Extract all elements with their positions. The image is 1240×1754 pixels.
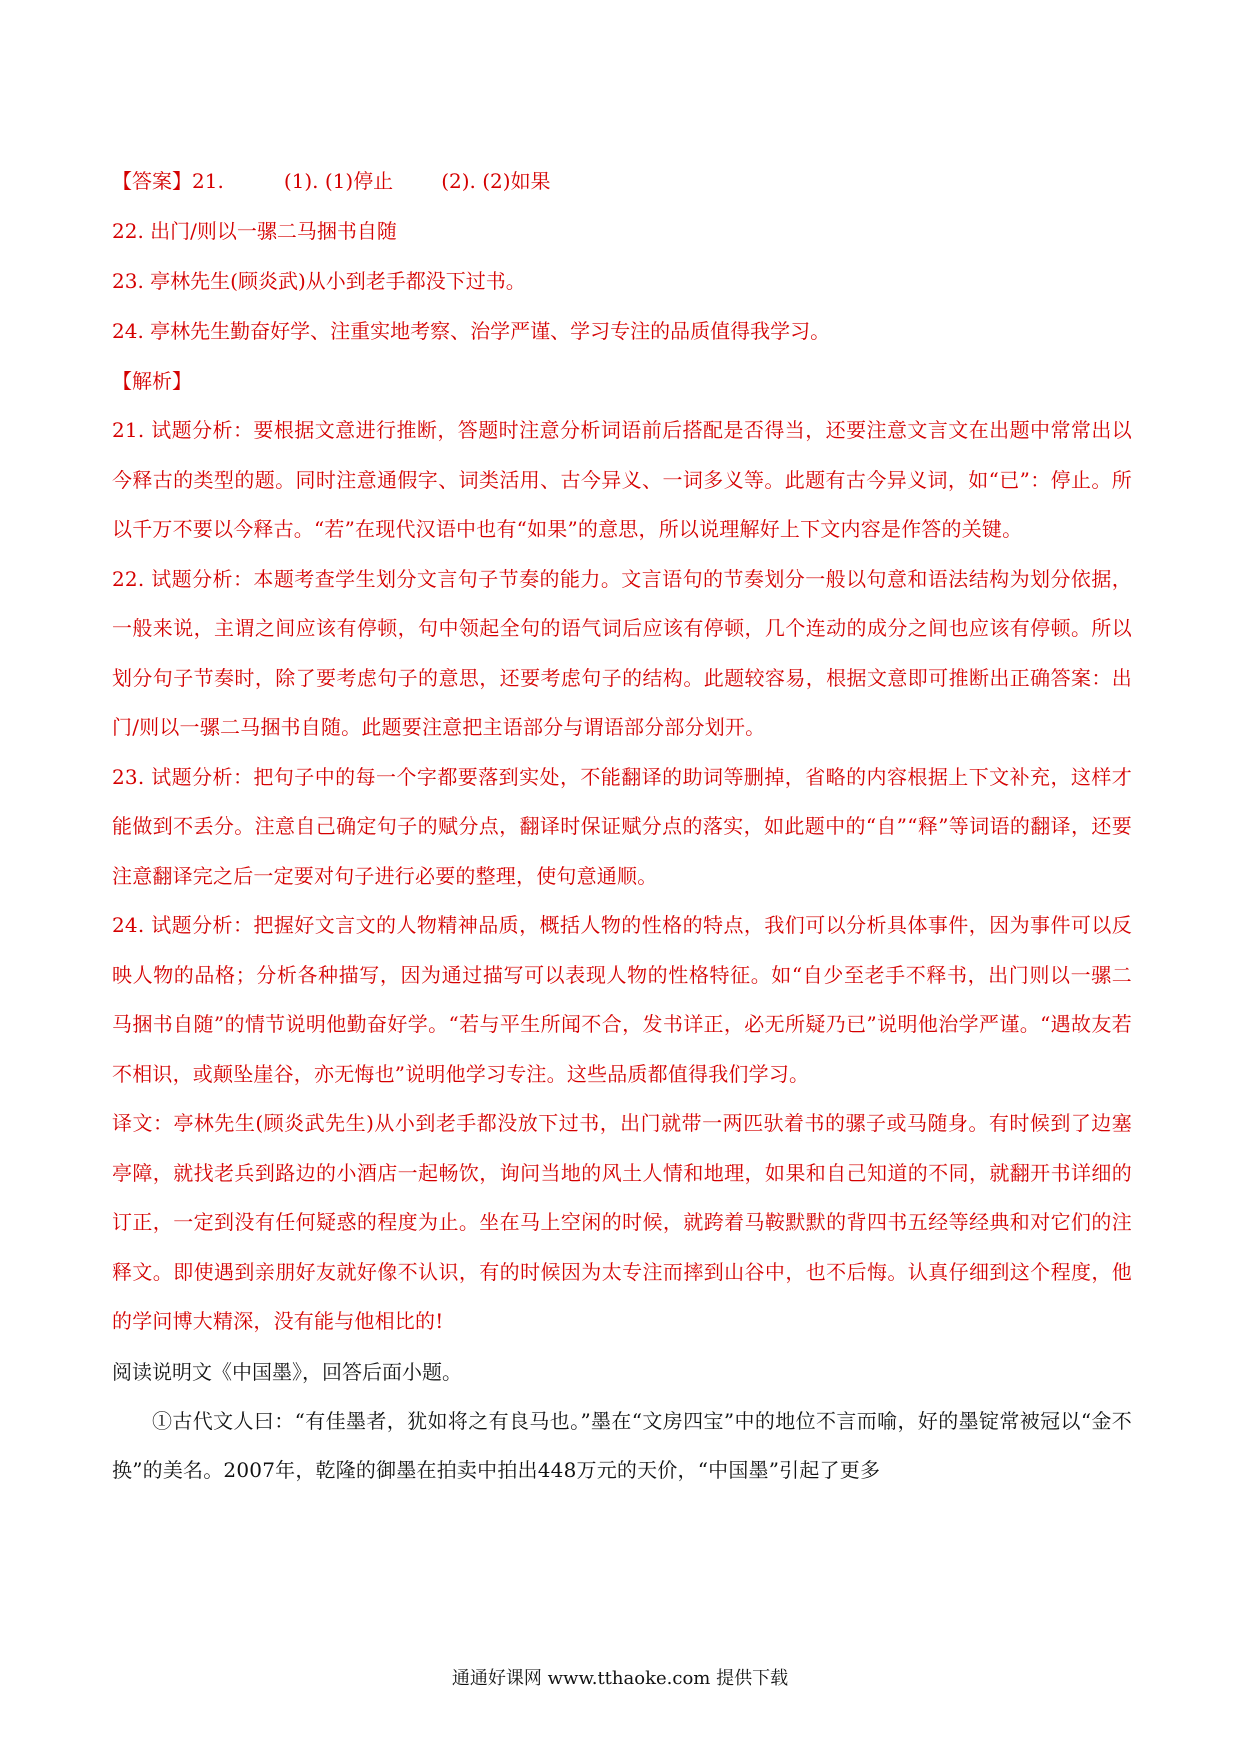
analysis-paragraph-23: 23. 试题分析：把句子中的每一个字都要落到实处，不能翻译的助词等删掉，省略的内容根据上下文补充，这样才能做到不丢分。注意自己确定句子的赋分点，翻译时保证赋分点的落实，如此题中的“自”“释”等词语的翻译，还要注意翻译完之后一定要对句子进行必要的整理，使句意通顺。	[112, 764, 1132, 888]
answer-line-24: 24. 亭林先生勤奋好学、注重实地考察、治学严谨、学习专注的品质值得我学习。	[112, 319, 831, 343]
answer-line-21	[112, 156, 1132, 206]
page-footer: 通通好课网 www.tthaoke.com 提供下载	[451, 1668, 789, 1689]
answer-label: 【答案】	[112, 169, 192, 193]
reading-paragraph-1: ①古代文人曰：“有佳墨者，犹如将之有良马也。”墨在“文房四宝”中的地位不言而喻，好的墨锭常被冠以“金不换”的美名。2007年，乾隆的御墨在拍卖中拍出448万元的天价，“中国墨”引起了更多	[112, 1408, 1132, 1482]
answer-line-23: 23. 亭林先生(顾炎武)从小到老手都没下过书。	[112, 269, 526, 293]
answer-21-part-2: (2). (2)如果	[441, 169, 551, 193]
reading-prompt: 阅读说明文《中国墨》，回答后面小题。	[112, 1359, 462, 1384]
answer-21-number: 21.	[192, 169, 224, 193]
analysis-paragraph-21: 21. 试题分析：要根据文意进行推断，答题时注意分析词语前后搭配是否得当，还要注意文言文在出题中常常出以今释古的类型的题。同时注意通假字、词类活用、古今异义、一词多义等。此题有古今异义词，如“已”：停止。所以千万不要以今释古。“若”在现代汉语中也有“如果”的意思，所以说理解好上下文内容是作答的关键。	[112, 418, 1132, 541]
translation-paragraph: 译文：亭林先生(顾炎武先生)从小到老手都没放下过书，出门就带一两匹驮着书的骡子或马随身。有时候到了边塞亭障，就找老兵到路边的小酒店一起畅饮，询问当地的风土人情和地理，如果和自己知道的不同，就翻开书详细的订正，一定到没有任何疑惑的程度为止。坐在马上空闲的时候，就跨着马鞍默默的背四书五经等经典和对它们的注释文。即使遇到亲朋好友就好像不认识，有的时候因为太专注而摔到山谷中，也不后悔。认真仔细到这个程度，他的学问博大精深，没有能与他相比的!	[112, 1111, 1132, 1333]
analysis-label: 【解析】	[112, 369, 192, 393]
answer-line-22: 22. 出门/则以一骡二马捆书自随	[112, 219, 397, 243]
answer-21-part-1: (1). (1)停止	[283, 169, 394, 193]
page-content	[112, 156, 1132, 1496]
analysis-paragraph-24: 24. 试题分析：把握好文言文的人物精神品质，概括人物的性格的特点，我们可以分析具体事件，因为事件可以反映人物的品格；分析各种描写，因为通过描写可以表现人物的性格特征。如“自少至老手不释书，出门则以一骡二马捆书自随”的情节说明他勤奋好学。“若与平生所闻不合，发书详正，必无所疑乃已”说明他治学严谨。“遇故友若不相识，或颠坠崖谷，亦无悔也”说明他学习专注。这些品质都值得我们学习。	[112, 913, 1132, 1086]
analysis-paragraph-22: 22. 试题分析：本题考查学生划分文言句子节奏的能力。文言语句的节奏划分一般以句意和语法结构为划分依据，一般来说，主谓之间应该有停顿，句中领起全句的语气词后应该有停顿，几个连动的成分之间也应该有停顿。所以划分句子节奏时，除了要考虑句子的意思，还要考虑句子的结构。此题较容易，根据文意即可推断出正确答案：出门/则以一骡二马捆书自随。此题要注意把主语部分与谓语部分部分划开。	[112, 566, 1132, 739]
